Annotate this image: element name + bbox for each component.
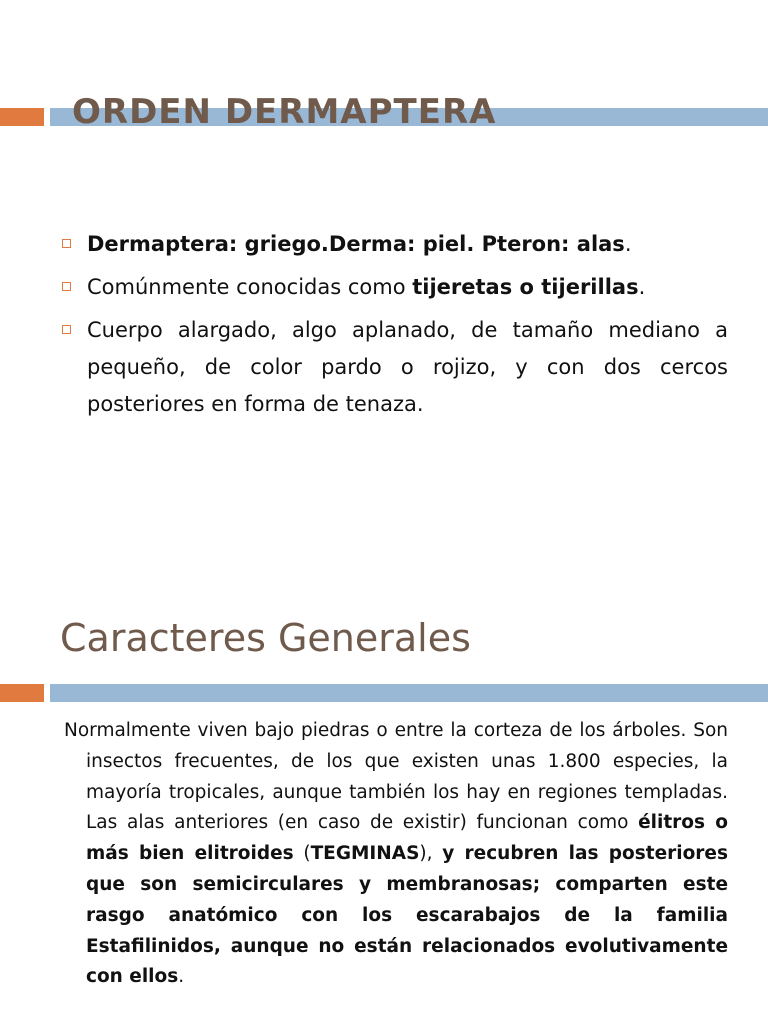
slide-2-title: Caracteres Generales (60, 616, 471, 660)
text-run: ( (293, 843, 311, 865)
title-decoration-bar (0, 684, 768, 702)
bullet-list (60, 226, 728, 429)
slide-1-title: ORDEN DERMAPTERA (72, 92, 497, 132)
bullet-item (60, 269, 728, 306)
bullet-text (87, 232, 632, 256)
text-run: . (624, 232, 632, 256)
bold-text-run: tijeretas o tijerillas (412, 275, 639, 299)
paragraph-text (64, 716, 728, 993)
bar-orange-segment (0, 684, 44, 702)
bold-text-run: y recubren las posteriores que son semicirculares y membranosas; comparten este rasgo anatómico con los escarabajos de la familia Estafilinidos, aunque no están relacionados evolutivamente con ellos (86, 843, 728, 988)
bar-orange-segment (0, 108, 44, 126)
bold-text-run: TEGMINAS (310, 843, 420, 865)
slide-2 (0, 512, 768, 1024)
text-run: . (178, 966, 185, 988)
bold-text-run: Dermaptera: griego.Derma: piel. Pteron: alas (87, 232, 625, 256)
bullet-text (87, 275, 645, 299)
text-run: ), (419, 843, 443, 865)
body-paragraph (64, 716, 728, 993)
square-bullet-icon (62, 325, 71, 334)
bold-text-run: élitros o más bien elitroides (86, 812, 728, 865)
bullet-item (60, 226, 728, 263)
bullet-text (87, 318, 728, 416)
text-run: Comúnmente conocidas como (87, 275, 413, 299)
text-run: Normalmente viven bajo piedras o entre la corteza de los árboles. Son insectos frecuentes, de los que existen unas 1.800 especies, la mayoría tropicales, aunque también los hay en regiones templadas. Las alas anteriores (en caso de existir) funcionan como (64, 720, 728, 834)
square-bullet-icon (62, 239, 71, 248)
bullet-item (60, 312, 728, 423)
bar-blue-segment (50, 684, 768, 702)
text-run: Cuerpo alargado, algo aplanado, de tamaño mediano a pequeño, de color pardo o rojizo, y con dos cercos posteriores en forma de tenaza. (87, 318, 728, 416)
square-bullet-icon (62, 282, 71, 291)
text-run: . (638, 275, 646, 299)
